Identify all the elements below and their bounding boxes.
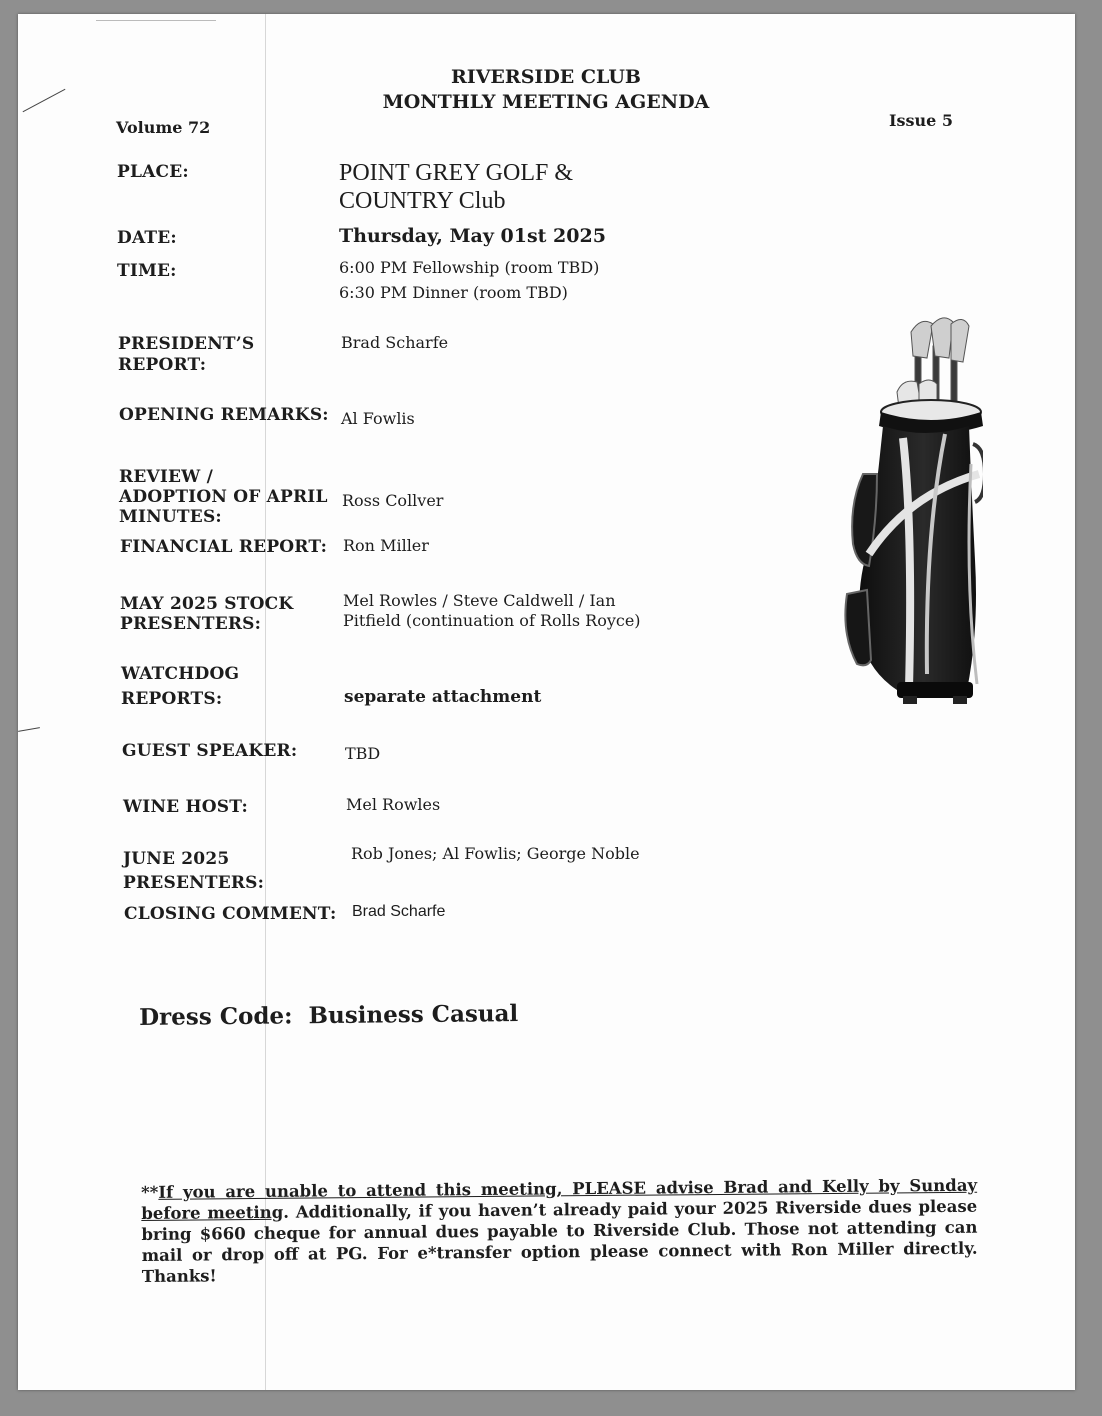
scan-mark — [18, 727, 40, 732]
attendance-note — [141, 1175, 978, 1287]
time-label: TIME: — [117, 261, 177, 281]
watchdog-label-line-1: WATCHDOG — [121, 664, 240, 684]
watchdog-value: separate attachment — [344, 687, 542, 707]
opening-remarks-label: OPENING REMARKS: — [119, 405, 329, 425]
note-underlined-text: If you are unable to attend this meeting, PLEASE advise Brad and Kelly by Sunday before meeting — [141, 1175, 978, 1223]
time-line-1: 6:00 PM Fellowship (room TBD) — [339, 258, 600, 277]
review-label-line-1: REVIEW / — [119, 467, 214, 487]
review-label-line-2: ADOPTION OF APRIL — [119, 487, 328, 507]
stock-presenters-value-line-1: Mel Rowles / Steve Caldwell / Ian — [343, 591, 616, 610]
financial-report-label: FINANCIAL REPORT: — [120, 537, 328, 557]
president-label-line-2: REPORT: — [118, 355, 207, 375]
place-line-2: COUNTRY Club — [339, 188, 506, 214]
june-presenters-label-line-2: PRESENTERS: — [123, 873, 265, 893]
closing-comment-value: Brad Scharfe — [352, 903, 446, 920]
president-value: Brad Scharfe — [341, 333, 449, 352]
golf-bag-icon — [833, 304, 983, 704]
financial-report-value: Ron Miller — [343, 536, 429, 555]
note-text: . Additionally, if you haven’t already paid your 2025 Riverside dues please bring $660 cheque for annual dues payable to Riverside Club. Those not attending can mail or drop off at PG. For e*transfer option please connect with Ron Miller directly. Thanks! — [141, 1196, 978, 1286]
review-label-line-3: MINUTES: — [119, 507, 222, 527]
stock-presenters-label-line-2: PRESENTERS: — [120, 614, 262, 634]
issue-label: Issue 5 — [889, 111, 954, 130]
date-label: DATE: — [117, 228, 177, 248]
opening-remarks-value: Al Fowlis — [341, 409, 415, 428]
date-value: Thursday, May 01st 2025 — [339, 225, 606, 247]
place-label: PLACE: — [117, 162, 189, 182]
president-label-line-1: PRESIDENT’S — [118, 334, 255, 354]
watchdog-label-line-2: REPORTS: — [121, 689, 223, 709]
wine-host-value: Mel Rowles — [346, 795, 441, 814]
wine-host-label: WINE HOST: — [123, 797, 248, 817]
volume-label: Volume 72 — [116, 118, 211, 137]
dress-code — [139, 1000, 518, 1031]
scan-mark — [23, 89, 66, 112]
place-line-1: POINT GREY GOLF & — [339, 160, 574, 186]
closing-comment-label: CLOSING COMMENT: — [124, 904, 337, 924]
june-presenters-value: Rob Jones; Al Fowlis; George Noble — [351, 844, 640, 863]
page-title: MONTHLY MEETING AGENDA — [382, 91, 710, 113]
dress-code-value: Business Casual — [308, 1000, 519, 1030]
stock-presenters-value-line-2: Pitfield (continuation of Rolls Royce) — [343, 611, 641, 630]
stock-presenters-label-line-1: MAY 2025 STOCK — [120, 594, 294, 614]
june-presenters-label-line-1: JUNE 2025 — [123, 849, 230, 869]
dress-code-label: Dress Code: — [139, 1002, 293, 1031]
note-prefix: ** — [141, 1182, 159, 1202]
scan-mark — [96, 20, 216, 21]
agenda-page — [18, 14, 1075, 1390]
club-name: RIVERSIDE CLUB — [451, 66, 641, 88]
guest-speaker-label: GUEST SPEAKER: — [122, 741, 298, 761]
guest-speaker-value: TBD — [345, 744, 381, 763]
review-value: Ross Collver — [342, 491, 444, 510]
time-line-2: 6:30 PM Dinner (room TBD) — [339, 283, 568, 302]
